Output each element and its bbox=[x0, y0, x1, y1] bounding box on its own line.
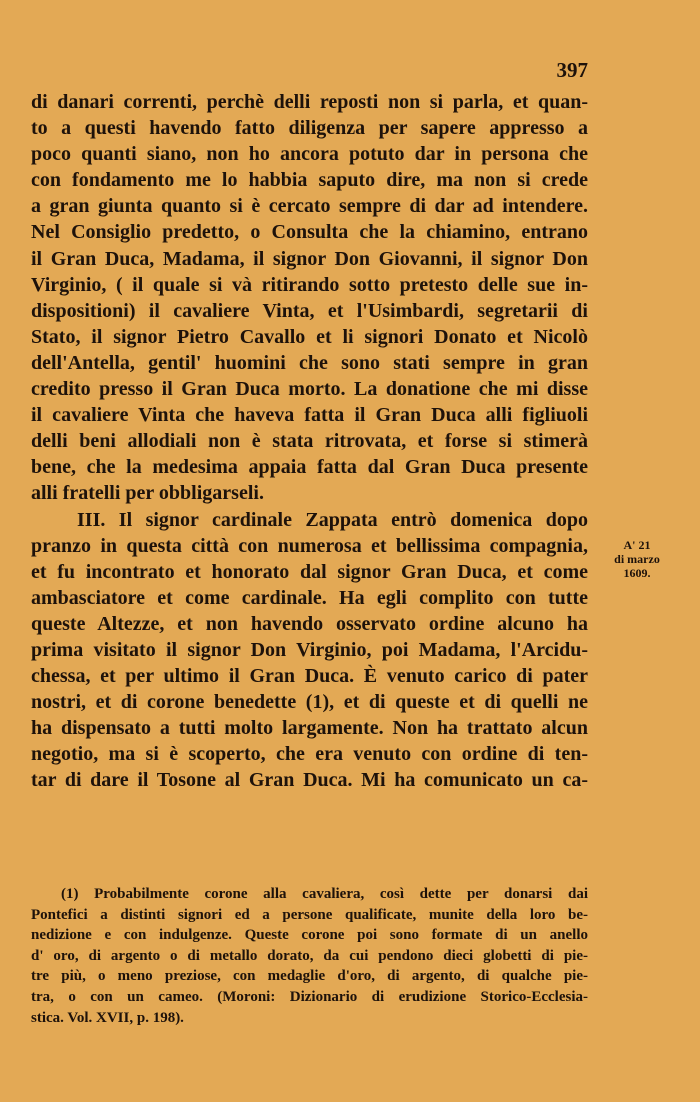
footnote-line: (1) Probabilmente corone alla cavaliera, così dette per donarsi dai bbox=[61, 886, 588, 902]
text-line: chessa, et per ultimo il Gran Duca. È venuto carico di pater bbox=[31, 665, 588, 688]
text-line: di danari correnti, perchè delli reposti non si parla, et quan- bbox=[31, 91, 588, 113]
footnote-line: Pontefici a distinti signori ed a persone qualificate, munite della loro be- bbox=[31, 906, 588, 923]
text-line: poco quanti siano, non ho ancora potuto dar in persona che bbox=[31, 143, 588, 166]
text-line: ambasciatore et come cardinale. Ha egli complito con tutte bbox=[31, 586, 588, 609]
text-line: il cavaliere Vinta che haveva fatta il Gran Duca alli figliuoli bbox=[31, 404, 588, 427]
section-heading-line: III. Il signor cardinale Zappata entrò domenica dopo bbox=[77, 508, 588, 531]
text-line: a gran giunta quanto si è cercato sempre di dar ad intendere. bbox=[31, 195, 588, 218]
text-line: ha dispensato a tutti molto largamente. Non ha trattato alcun bbox=[31, 717, 588, 740]
text-line: Nel Consiglio predetto, o Consulta che la chiamino, entrano bbox=[31, 221, 588, 244]
footnote-line: d' oro, di argento o di metallo dorato, da cui pendono dieci globetti di pie- bbox=[31, 947, 588, 964]
text-line: to a questi havendo fatto diligenza per sapere appresso a bbox=[31, 117, 588, 140]
text-line: nostri, et di corone benedette (1), et di queste et di quelli ne bbox=[31, 691, 588, 714]
footnote-line: nedizione e con indulgenze. Queste corone poi sono formate di un anello bbox=[31, 927, 588, 944]
page-number: 397 bbox=[556, 58, 588, 82]
text-line: prima visitato il signor Don Virginio, poi Madama, l'Arcidu- bbox=[31, 638, 588, 661]
text-line: et fu incontrato et honorato dal signor Gran Duca, et come bbox=[31, 560, 588, 583]
text-line: dispositioni) il cavaliere Vinta, et l'Usimbardi, segretarii di bbox=[31, 299, 588, 322]
footnote-line: stica. Vol. XVII, p. 198). bbox=[31, 1009, 184, 1026]
text-line: il Gran Duca, Madama, il signor Don Giovanni, il signor Don bbox=[31, 247, 588, 270]
text-line: tar di dare il Tosone al Gran Duca. Mi ha comunicato un ca- bbox=[31, 769, 588, 792]
text-line: queste Altezze, et non havendo osservato ordine alcuno ha bbox=[31, 612, 588, 635]
margin-note-year: 1609. bbox=[623, 566, 651, 580]
text-line: bene, che la medesima appaia fatta dal Gran Duca presente bbox=[31, 456, 588, 479]
text-line: Virginio, ( il quale si và ritirando sotto pretesto delle sue in- bbox=[31, 273, 588, 296]
footnote-line: tra, o con un cameo. (Moroni: Dizionario di erudizione Storico-Ecclesia- bbox=[31, 988, 588, 1005]
margin-note-month: di marzo bbox=[614, 552, 660, 566]
text-line: delli beni allodiali non è stata ritrovata, et forse si stimerà bbox=[31, 430, 588, 453]
text-line: negotio, ma si è scoperto, che era venuto con ordine di ten- bbox=[31, 743, 588, 766]
margin-note-day: A' 21 bbox=[623, 538, 651, 552]
paragraph-last-line: alli fratelli per obbligarseli. bbox=[31, 482, 264, 505]
text-line: con fondamento me lo habbia saputo dire, ma non si crede bbox=[31, 169, 588, 192]
footnote bbox=[31, 884, 588, 1028]
text-line: pranzo in questa città con numerosa et bellissima compagnia, bbox=[31, 534, 588, 557]
footnote-line: tre più, o meno preziose, con medaglie d'oro, di argento, di qualche pie- bbox=[31, 968, 588, 985]
text-line: dell'Antella, gentil' huomini che sono stati sempre in gran bbox=[31, 351, 588, 374]
text-line: Stato, il signor Pietro Cavallo et li signori Donato et Nicolò bbox=[31, 325, 588, 348]
main-text bbox=[31, 89, 588, 794]
text-line: credito presso il Gran Duca morto. La donatione che mi disse bbox=[31, 378, 588, 401]
margin-date-note bbox=[602, 538, 672, 580]
